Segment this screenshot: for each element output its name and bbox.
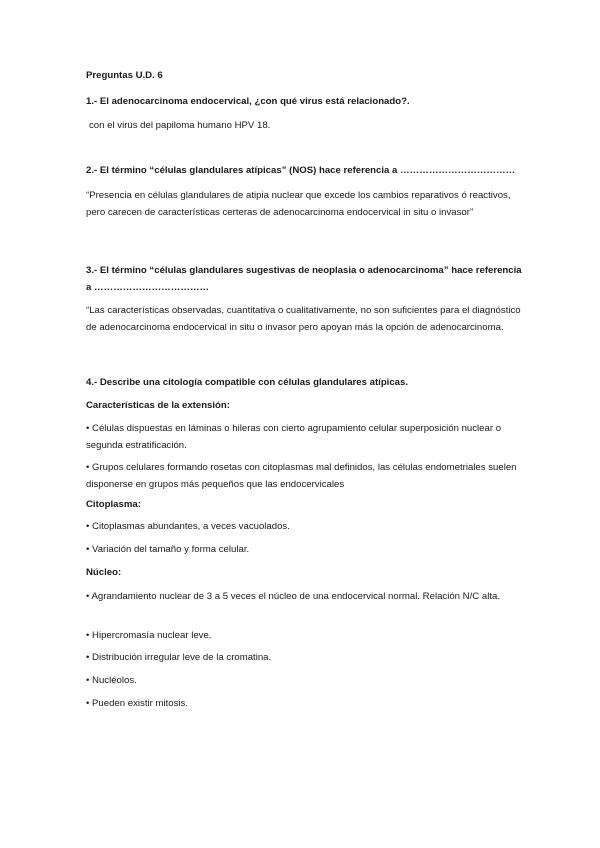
answer-2: “Presencia en células glandulares de atipia nuclear que excede los cambios reparativos ó reactivos, pero carecen de características certeras de adenocarcinoma endocervical in situ o invasor” — [86, 190, 511, 218]
list-item: • Grupos celulares formando rosetas con citoplasmas mal definidos, las células endometriales suelen disponerse en grupos más pequeños que las endocervicales — [86, 462, 517, 490]
section-heading-nucleus: Núcleo: — [86, 567, 122, 578]
list-item: • Pueden existir mitosis. — [86, 698, 188, 709]
section-heading-cytoplasm: Citoplasma: — [86, 499, 141, 510]
list-item: • Agrandamiento nuclear de 3 a 5 veces el núcleo de una endocervical normal. Relación N/C alta. — [86, 591, 501, 602]
question-1: 1.- El adenocarcinoma endocervical, ¿con qué virus está relacionado?. — [86, 96, 410, 107]
list-item: • Nucléolos. — [86, 675, 137, 686]
list-item: • Variación del tamaño y forma celular. — [86, 544, 250, 555]
document-title: Preguntas U.D. 6 — [86, 70, 163, 81]
list-item: • Citoplasmas abundantes, a veces vacuolados. — [86, 521, 290, 532]
question-2: 2.- El término “células glandulares atípicas” (NOS) hace referencia a ……………………………… — [86, 165, 516, 176]
question-3: 3.- El término “células glandulares sugestivas de neoplasia o adenocarcinoma” hace referencia a ……………………………… — [86, 265, 522, 293]
answer-3: “Las características observadas, cuantitativa o cualitativamente, no son suficientes para el diagnóstico de adenocarcinoma endocervical in situ o invasor pero apoyan más la opción de adenocarcinoma. — [86, 305, 521, 333]
list-item: • Células dispuestas en láminas o hileras con cierto agrupamiento celular superposición nuclear o segunda estratificación. — [86, 423, 502, 451]
question-4: 4.- Describe una citología compatible con células glandulares atípicas. — [86, 377, 409, 388]
list-item: • Distribución irregular leve de la cromatina. — [86, 652, 272, 663]
list-item: • Hipercromasía nuclear leve. — [86, 630, 212, 641]
answer-1: con el virus del papiloma humano HPV 18. — [89, 120, 271, 131]
section-heading-extension: Características de la extensión: — [86, 400, 230, 411]
